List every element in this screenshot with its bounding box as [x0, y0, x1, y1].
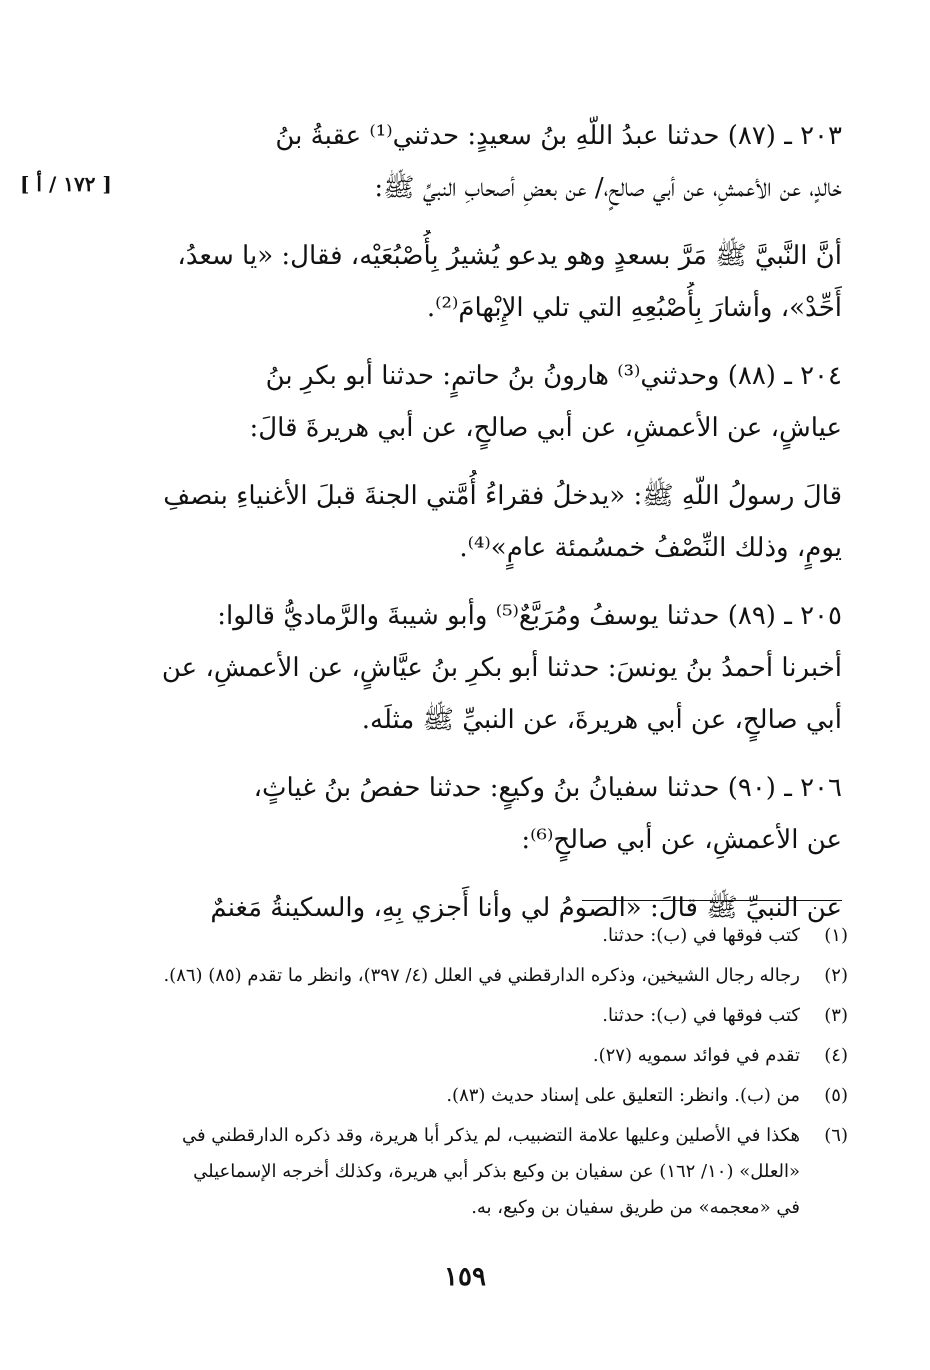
- hadith-203-matn: [87, 230, 842, 334]
- text-line: ٢٠٣ ـ (٨٧) حدثنا عبدُ اللّهِ بنُ سعيدٍ: حدثني⁽¹⁾ عقبةُ بنُ: [275, 121, 842, 151]
- footnotes: [86, 918, 848, 1230]
- footnote-number: (٦): [824, 1125, 848, 1146]
- hadith-204-isnad: [87, 350, 842, 454]
- footnote-number: (٢): [824, 965, 848, 986]
- footnote-text: [86, 998, 800, 1034]
- hadith-203-isnad: [87, 110, 842, 214]
- text-line: ٢٠٦ ـ (٩٠) حدثنا سفيانُ بنُ وكيعٍ: حدثنا حفصُ بنُ غياثٍ،: [253, 773, 842, 803]
- text-line: أَحِّدْ»، وأشارَ بِأُصْبُعِهِ التي تلي الإِبْهامَ⁽²⁾.: [426, 293, 842, 323]
- footnote-1: [86, 918, 848, 954]
- text-line: عن النبيِّ ﷺ قالَ: «الصومُ لي وأنا أَجزي بِهِ، والسكينةُ مَغنمٌ: [210, 893, 842, 923]
- manuscript-folio-reference: [ ١٧٢ / أ ]: [20, 172, 112, 196]
- footnote-line: في «معجمه» من طريق سفيان بن وكيع، به.: [471, 1197, 800, 1218]
- main-text: [87, 110, 842, 950]
- footnote-4: [86, 1038, 848, 1074]
- footnote-text: [86, 1118, 800, 1226]
- footnote-divider: [582, 900, 842, 901]
- footnote-line: «العلل» (١٠/ ١٦٢) عن سفيان بن وكيع بذكر أبي هريرة، وكذلك أخرجه الإسماعيلي: [193, 1161, 800, 1182]
- footnote-5: [86, 1078, 848, 1114]
- footnote-text: [86, 1038, 800, 1074]
- footnote-6: [86, 1118, 848, 1226]
- footnote-line: كتب فوقها في (ب): حدثنا.: [602, 925, 800, 946]
- footnote-line: كتب فوقها في (ب): حدثنا.: [602, 1005, 800, 1026]
- footnote-line: من (ب). وانظر: التعليق على إسناد حديث (٨٣).: [446, 1085, 800, 1106]
- footnote-text: [86, 918, 800, 954]
- text-line: قالَ رسولُ اللّهِ ﷺ: «يدخلُ فقراءُ أُمَّتي الجنةَ قبلَ الأغنياءِ بنصفِ: [163, 481, 842, 511]
- hadith-205: [87, 590, 842, 746]
- footnote-3: [86, 998, 848, 1034]
- footnote-line: تقدم في فوائد سمويه (٢٧).: [592, 1045, 800, 1066]
- text-line: خالدٍ، عن الأعمشِ، عن أبي صالحٍ،/ عن بعضِ أصحابِ النبيِّ ﷺ:: [374, 173, 842, 203]
- text-line: عياشٍ، عن الأعمشِ، عن أبي صالحٍ، عن أبي هريرةَ قالَ:: [249, 413, 842, 443]
- text-line: أنَّ النَّبيَّ ﷺ مَرَّ بسعدٍ وهو يدعو يُشيرُ بِأُصْبُعَيْه، فقال: «يا سعدُ،: [177, 241, 842, 271]
- text-line: أخبرنا أحمدُ بنُ يونسَ: حدثنا أبو بكرِ بنُ عيَّاشٍ، عن الأعمشِ، عن: [161, 653, 842, 683]
- page-number: ١٥٩: [444, 1262, 486, 1292]
- text-line: أبي صالحٍ، عن أبي هريرةَ، عن النبيِّ ﷺ مثلَه.: [361, 705, 842, 735]
- hadith-206-isnad: [87, 762, 842, 866]
- footnote-text: [86, 1078, 800, 1114]
- footnote-number: (١): [824, 925, 848, 946]
- footnote-2: [86, 958, 848, 994]
- footnote-number: (٤): [824, 1045, 848, 1066]
- footnote-text: [86, 958, 800, 994]
- footnote-line: هكذا في الأصلين وعليها علامة التضبيب، لم يذكر أبا هريرة، وقد ذكره الدارقطني في: [181, 1125, 800, 1146]
- footnote-number: (٥): [824, 1085, 848, 1106]
- hadith-204-matn: [87, 470, 842, 574]
- text-line: يومٍ، وذلك النِّصْفُ خمسُمئة عامٍ»⁽⁴⁾.: [459, 533, 842, 563]
- text-line: ٢٠٥ ـ (٨٩) حدثنا يوسفُ ومُرَبَّعٌ⁽⁵⁾ وأبو شيبةَ والرَّماديُّ قالوا:: [217, 601, 842, 631]
- text-line: عن الأعمشِ، عن أبي صالحٍ⁽⁶⁾:: [521, 825, 842, 855]
- footnote-number: (٣): [824, 1005, 848, 1026]
- text-line: ٢٠٤ ـ (٨٨) وحدثني⁽³⁾ هارونُ بنُ حاتمٍ: حدثنا أبو بكرِ بنُ: [265, 361, 842, 391]
- footnote-line: رجاله رجال الشيخين، وذكره الدارقطني في العلل (٤/ ٣٩٧)، وانظر ما تقدم (٨٥) (٨٦).: [163, 965, 800, 986]
